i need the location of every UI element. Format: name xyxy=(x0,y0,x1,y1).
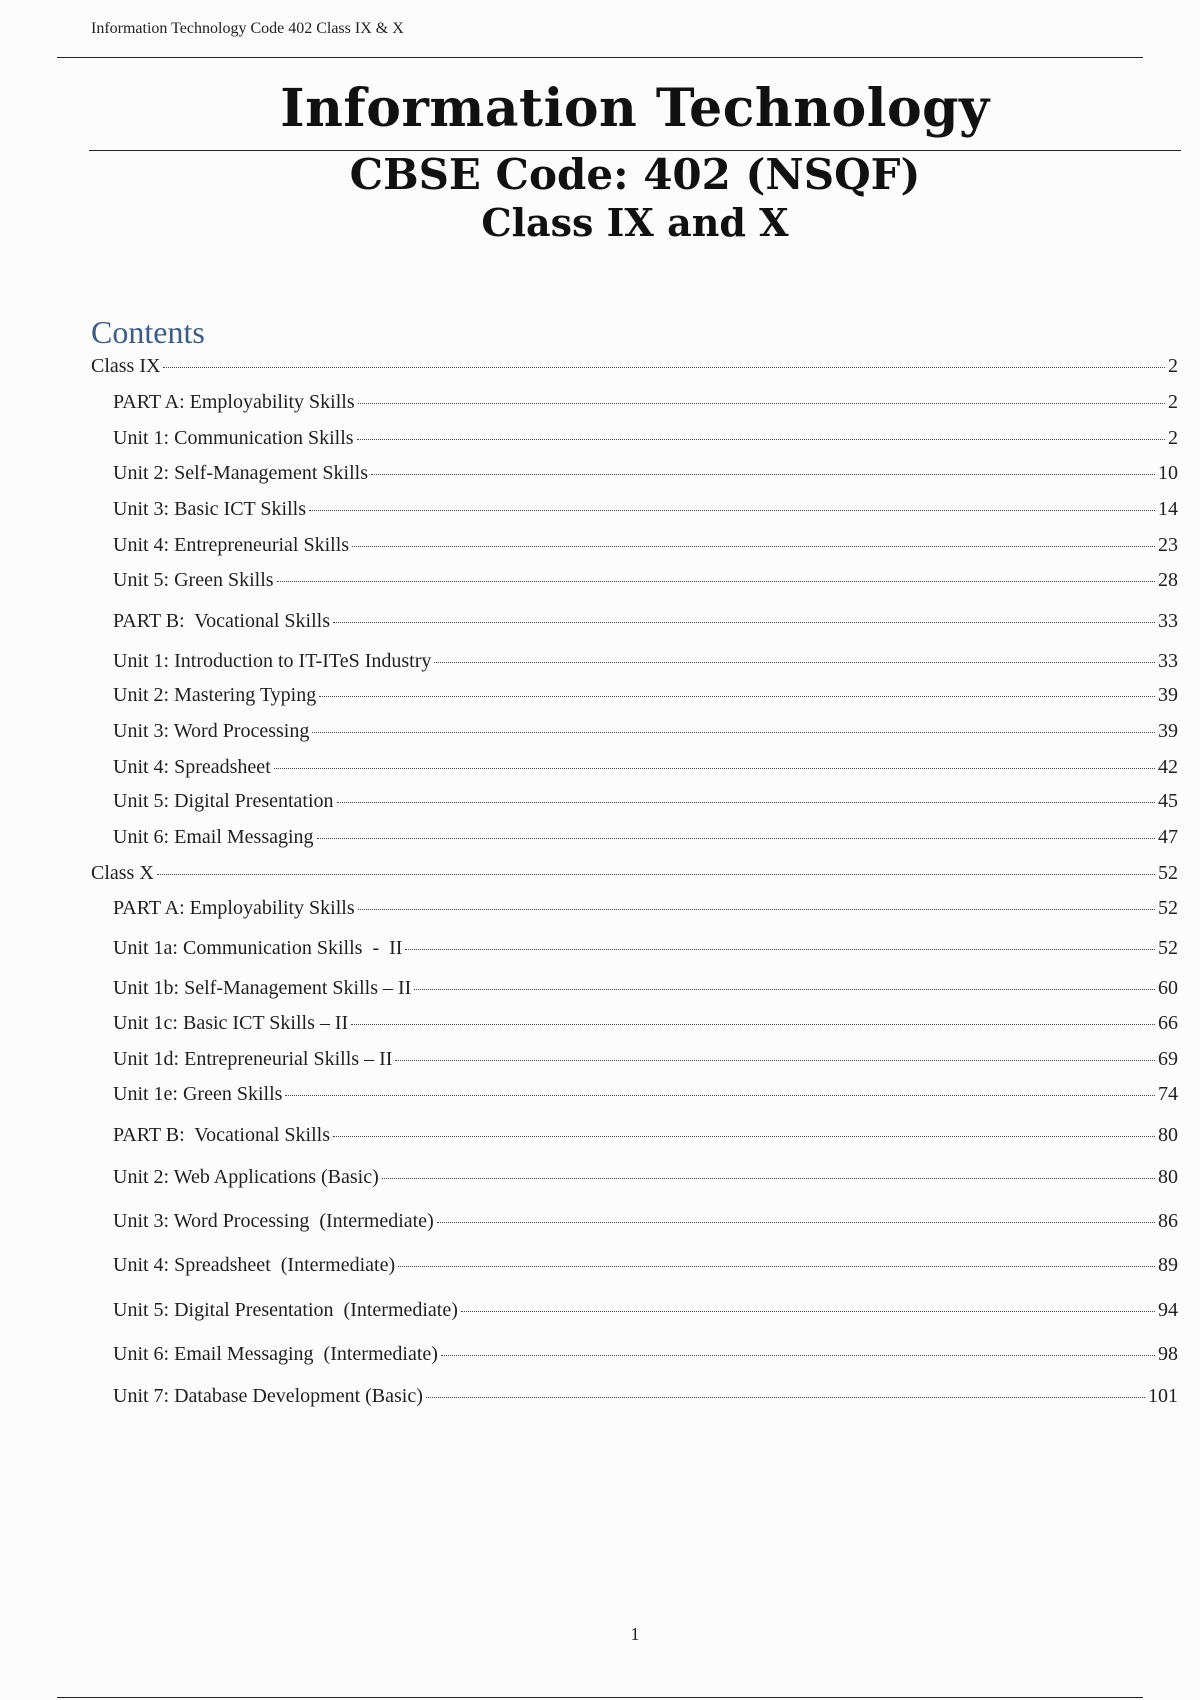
toc-entry[interactable] xyxy=(113,790,1178,816)
toc-entry-label: Unit 5: Green Skills xyxy=(113,569,274,591)
toc-entry-page: 52 xyxy=(1158,937,1178,959)
toc-dot-leader xyxy=(351,1024,1155,1025)
toc-entry-label: Unit 5: Digital Presentation (Intermediate) xyxy=(113,1299,458,1321)
toc-entry[interactable] xyxy=(113,684,1178,710)
toc-entry-page: 2 xyxy=(1168,427,1178,449)
toc-entry-label: Unit 1d: Entrepreneurial Skills – II xyxy=(113,1048,393,1070)
toc-entry[interactable] xyxy=(113,1012,1178,1038)
document-subtitle: CBSE Code: 402 (NSQF) xyxy=(349,150,921,199)
toc-dot-leader xyxy=(317,838,1155,839)
toc-entry-page: 52 xyxy=(1158,862,1178,884)
page-number: 1 xyxy=(630,1624,640,1644)
toc-dot-leader xyxy=(319,696,1155,697)
footer-rule xyxy=(57,1697,1143,1698)
toc-entry-label: Unit 5: Digital Presentation xyxy=(113,790,334,812)
toc-entry[interactable] xyxy=(91,355,1178,381)
toc-entry-page: 33 xyxy=(1158,650,1178,672)
toc-entry[interactable] xyxy=(113,1083,1178,1109)
toc-entry-label: Unit 1e: Green Skills xyxy=(113,1083,283,1105)
toc-entry[interactable] xyxy=(113,720,1178,746)
toc-entry-page: 39 xyxy=(1158,720,1178,742)
toc-entry-page: 14 xyxy=(1158,498,1178,520)
toc-entry-label: Class X xyxy=(91,862,154,884)
toc-dot-leader xyxy=(434,662,1155,663)
toc-entry[interactable] xyxy=(113,1343,1178,1369)
toc-entry[interactable] xyxy=(113,427,1178,453)
toc-dot-leader xyxy=(277,581,1155,582)
toc-entry-page: 80 xyxy=(1158,1166,1178,1188)
toc-entry[interactable] xyxy=(113,1299,1178,1325)
toc-dot-leader xyxy=(274,768,1155,769)
toc-entry-label: Unit 1: Introduction to IT-ITeS Industry xyxy=(113,650,432,672)
toc-dot-leader xyxy=(398,1266,1155,1267)
toc-dot-leader xyxy=(163,367,1165,368)
toc-entry[interactable] xyxy=(113,977,1178,1003)
toc-entry-page: 69 xyxy=(1158,1048,1178,1070)
document-class-line: Class IX and X xyxy=(481,200,789,245)
toc-entry-page: 42 xyxy=(1158,756,1178,778)
toc-entry-label: PART A: Employability Skills xyxy=(113,391,355,413)
running-header: Information Technology Code 402 Class IX & X xyxy=(91,20,404,37)
toc-entry-label: Unit 2: Mastering Typing xyxy=(113,684,317,706)
toc-entry-page: 60 xyxy=(1158,977,1178,999)
toc-entry-page: 47 xyxy=(1158,826,1178,848)
toc-entry[interactable] xyxy=(113,1048,1178,1074)
toc-entry-label: Unit 2: Web Applications (Basic) xyxy=(113,1166,379,1188)
toc-entry[interactable] xyxy=(113,937,1178,963)
toc-entry-page: 23 xyxy=(1158,534,1178,556)
toc-dot-leader xyxy=(285,1095,1155,1096)
toc-entry-page: 74 xyxy=(1158,1083,1178,1105)
toc-entry-page: 89 xyxy=(1158,1254,1178,1276)
toc-dot-leader xyxy=(333,1136,1155,1137)
toc-entry-page: 101 xyxy=(1148,1385,1178,1407)
toc-entry[interactable] xyxy=(113,569,1178,595)
toc-entry-label: Class IX xyxy=(91,355,161,377)
toc-entry-label: PART A: Employability Skills xyxy=(113,897,355,919)
toc-entry-label: Unit 3: Word Processing (Intermediate) xyxy=(113,1210,434,1232)
toc-entry[interactable] xyxy=(113,1254,1178,1280)
contents-heading: Contents xyxy=(91,314,205,350)
toc-dot-leader xyxy=(371,474,1155,475)
toc-entry-page: 66 xyxy=(1158,1012,1178,1034)
toc-entry[interactable] xyxy=(91,862,1178,888)
toc-entry-page: 45 xyxy=(1158,790,1178,812)
toc-dot-leader xyxy=(157,874,1155,875)
toc-dot-leader xyxy=(333,622,1155,623)
toc-entry-label: Unit 3: Word Processing xyxy=(113,720,310,742)
toc-dot-leader xyxy=(337,802,1155,803)
toc-dot-leader xyxy=(395,1060,1155,1061)
toc-entry-page: 98 xyxy=(1158,1343,1178,1365)
toc-entry[interactable] xyxy=(113,756,1178,782)
toc-entry-label: Unit 1b: Self-Management Skills – II xyxy=(113,977,412,999)
toc-entry-label: PART B: Vocational Skills xyxy=(113,610,331,632)
toc-entry[interactable] xyxy=(113,610,1178,636)
header-rule xyxy=(57,57,1143,58)
toc-entry[interactable] xyxy=(113,826,1178,852)
toc-entry-page: 94 xyxy=(1158,1299,1178,1321)
toc-entry-label: Unit 1c: Basic ICT Skills – II xyxy=(113,1012,349,1034)
toc-entry-label: Unit 1a: Communication Skills - II xyxy=(113,937,403,959)
toc-entry[interactable] xyxy=(113,1166,1178,1192)
toc-entry[interactable] xyxy=(113,391,1178,417)
toc-dot-leader xyxy=(352,546,1155,547)
toc-dot-leader xyxy=(437,1222,1155,1223)
toc-entry-page: 39 xyxy=(1158,684,1178,706)
toc-entry-label: Unit 7: Database Development (Basic) xyxy=(113,1385,423,1407)
toc-entry-page: 2 xyxy=(1168,355,1178,377)
toc-entry-page: 52 xyxy=(1158,897,1178,919)
toc-entry-label: Unit 1: Communication Skills xyxy=(113,427,354,449)
toc-entry[interactable] xyxy=(113,462,1178,488)
toc-entry-page: 80 xyxy=(1158,1124,1178,1146)
toc-entry[interactable] xyxy=(113,534,1178,560)
toc-dot-leader xyxy=(358,403,1165,404)
toc-entry-label: Unit 4: Entrepreneurial Skills xyxy=(113,534,350,556)
toc-entry-page: 10 xyxy=(1158,462,1178,484)
toc-entry-page: 28 xyxy=(1158,569,1178,591)
toc-dot-leader xyxy=(358,909,1155,910)
toc-entry[interactable] xyxy=(113,650,1178,676)
toc-entry-label: Unit 6: Email Messaging (Intermediate) xyxy=(113,1343,438,1365)
toc-dot-leader xyxy=(312,732,1155,733)
toc-entry-label: PART B: Vocational Skills xyxy=(113,1124,331,1146)
toc-dot-leader xyxy=(426,1397,1145,1398)
toc-entry[interactable] xyxy=(113,1124,1178,1150)
toc-entry[interactable] xyxy=(113,1210,1178,1236)
toc-entry[interactable] xyxy=(113,1385,1178,1411)
toc-entry-page: 2 xyxy=(1168,391,1178,413)
toc-entry-page: 33 xyxy=(1158,610,1178,632)
toc-dot-leader xyxy=(414,989,1155,990)
toc-entry-label: Unit 6: Email Messaging xyxy=(113,826,314,848)
document-title: Information Technology xyxy=(280,78,990,139)
toc-entry-page: 86 xyxy=(1158,1210,1178,1232)
toc-entry-label: Unit 4: Spreadsheet xyxy=(113,756,271,778)
toc-entry-label: Unit 2: Self-Management Skills xyxy=(113,462,368,484)
toc-dot-leader xyxy=(309,510,1155,511)
toc-entry-label: Unit 3: Basic ICT Skills xyxy=(113,498,306,520)
toc-entry[interactable] xyxy=(113,498,1178,524)
toc-entry[interactable] xyxy=(113,897,1178,923)
toc-dot-leader xyxy=(441,1355,1155,1356)
toc-dot-leader xyxy=(461,1311,1155,1312)
toc-dot-leader xyxy=(382,1178,1155,1179)
toc-dot-leader xyxy=(405,949,1155,950)
toc-dot-leader xyxy=(357,439,1165,440)
toc-entry-label: Unit 4: Spreadsheet (Intermediate) xyxy=(113,1254,396,1276)
